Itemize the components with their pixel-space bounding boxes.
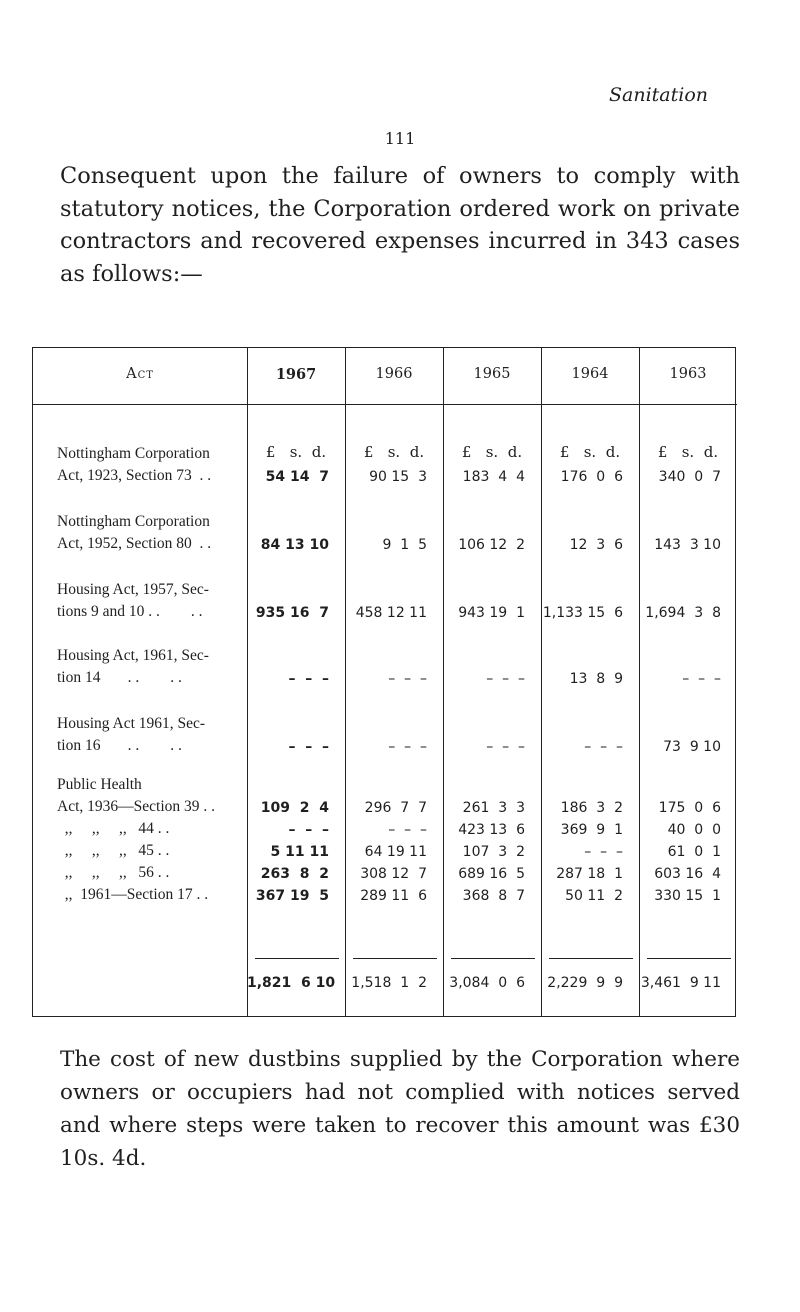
currency-header: £ s. d.	[559, 443, 621, 461]
table-cell: – – –	[288, 671, 329, 687]
table-cell: 12 3 6	[569, 537, 623, 553]
intro-paragraph: Consequent upon the failure of owners to comply with statutory notices, the Corporation ordered work on private contractors and recovered expenses incurred in 343 cases as follows:—	[60, 163, 740, 287]
currency-header: £ s. d.	[657, 443, 719, 461]
table-cell: 368 8 7	[462, 888, 525, 904]
table-cell: 84 13 10	[260, 537, 329, 553]
table-cell: 107 3 2	[462, 844, 525, 860]
total-rule	[255, 958, 339, 959]
table-cell: – – –	[682, 671, 721, 687]
table-cell: 61 0 1	[667, 844, 721, 860]
running-head: Sanitation	[608, 84, 708, 106]
row-label: Housing Act, 1961, Sec-	[57, 647, 209, 664]
table-cell: 183 4 4	[462, 469, 525, 485]
total-rule	[451, 958, 535, 959]
currency-header: £ s. d.	[461, 443, 523, 461]
total-1965: 3,084 0 6	[449, 975, 525, 991]
table-cell: 13 8 9	[569, 671, 623, 687]
column-header-1964: 1964	[571, 366, 609, 382]
row-label: tions 9 and 10 . . . .	[57, 603, 203, 620]
table-cell: – – –	[584, 844, 623, 860]
table-cell: 186 3 2	[560, 800, 623, 816]
table-cell: – – –	[288, 739, 329, 755]
table-cell: – – –	[486, 739, 525, 755]
table-cell: 369 9 1	[560, 822, 623, 838]
table-cell: 106 12 2	[458, 537, 525, 553]
closing-paragraph: The cost of new dustbins supplied by the Corporation where owners or occupiers had not complied with notices served and where steps were taken to recover this amount was £30 10s. 4d.	[60, 1047, 740, 1171]
table-cell: 90 15 3	[369, 469, 427, 485]
row-label: Housing Act, 1957, Sec-	[57, 581, 209, 598]
table-cell: 143 3 10	[654, 537, 721, 553]
row-label: Housing Act 1961, Sec-	[57, 715, 206, 732]
column-header-1967: 1967	[275, 366, 317, 383]
table-cell: – – –	[388, 739, 427, 755]
table-cell: 603 16 4	[654, 866, 721, 882]
table-cell: 54 14 7	[265, 469, 329, 485]
currency-header: £ s. d.	[265, 443, 327, 461]
table-cell: 1,694 3 8	[645, 605, 721, 621]
row-label: Nottingham Corporation	[57, 513, 210, 530]
table-cell: 367 19 5	[255, 888, 329, 904]
table-cell: 5 11 11	[270, 844, 329, 860]
table-cell: 64 19 11	[364, 844, 427, 860]
row-label: ,, ,, ,, 44 . .	[57, 820, 170, 837]
header-rule	[33, 404, 737, 405]
table-cell: – – –	[388, 671, 427, 687]
table-cell: 50 11 2	[565, 888, 623, 904]
total-1966: 1,518 1 2	[351, 975, 427, 991]
table-cell: 176 0 6	[560, 469, 623, 485]
column-header-1966: 1966	[375, 366, 413, 382]
table-cell: 1,133 15 6	[542, 605, 623, 621]
total-1967: 1,821 6 10	[247, 975, 336, 991]
total-rule	[353, 958, 437, 959]
table-cell: 73 9 10	[663, 739, 721, 755]
table-cell: 287 18 1	[556, 866, 623, 882]
table-cell: 261 3 3	[462, 800, 525, 816]
table-cell: 289 11 6	[360, 888, 427, 904]
row-label: ,, 1961—Section 17 . .	[57, 886, 209, 903]
table-cell: 935 16 7	[255, 605, 329, 621]
table-cell: 9 1 5	[382, 537, 427, 553]
row-label: ,, ,, ,, 56 . .	[57, 864, 170, 881]
table-cell: 308 12 7	[360, 866, 427, 882]
column-header-act: Act	[126, 366, 154, 382]
column-header-1963: 1963	[669, 366, 707, 382]
row-label: tion 14 . . . .	[57, 669, 182, 686]
page-number: 111	[384, 129, 416, 148]
total-rule	[647, 958, 731, 959]
table-cell: 109 2 4	[260, 800, 329, 816]
table-cell: 689 16 5	[458, 866, 525, 882]
row-label: Act, 1936—Section 39 . .	[57, 798, 215, 815]
table-cell: 340 0 7	[658, 469, 721, 485]
table-cell: – – –	[388, 822, 427, 838]
table-cell: 175 0 6	[658, 800, 721, 816]
table-cell: 40 0 0	[667, 822, 721, 838]
table-cell: 296 7 7	[364, 800, 427, 816]
row-label: Act, 1923, Section 73 . .	[57, 467, 212, 484]
table-cell: 330 15 1	[654, 888, 721, 904]
table-cell: 423 13 6	[458, 822, 525, 838]
row-label: tion 16 . . . .	[57, 737, 182, 754]
column-header-1965: 1965	[473, 366, 511, 382]
expenses-table	[32, 347, 736, 1017]
currency-header: £ s. d.	[363, 443, 425, 461]
table-cell: 943 19 1	[458, 605, 525, 621]
table-cell: – – –	[486, 671, 525, 687]
total-1964: 2,229 9 9	[547, 975, 623, 991]
table-cell: 458 12 11	[355, 605, 427, 621]
table-cell: – – –	[288, 822, 329, 838]
table-cell: 263 8 2	[260, 866, 329, 882]
table-cell: – – –	[584, 739, 623, 755]
row-label: ,, ,, ,, 45 . .	[57, 842, 170, 859]
row-label: Nottingham Corporation	[57, 445, 210, 462]
row-label: Public Health	[57, 776, 142, 793]
total-1963: 3,461 9 11	[640, 975, 721, 991]
row-label: Act, 1952, Section 80 . .	[57, 535, 212, 552]
total-rule	[549, 958, 633, 959]
